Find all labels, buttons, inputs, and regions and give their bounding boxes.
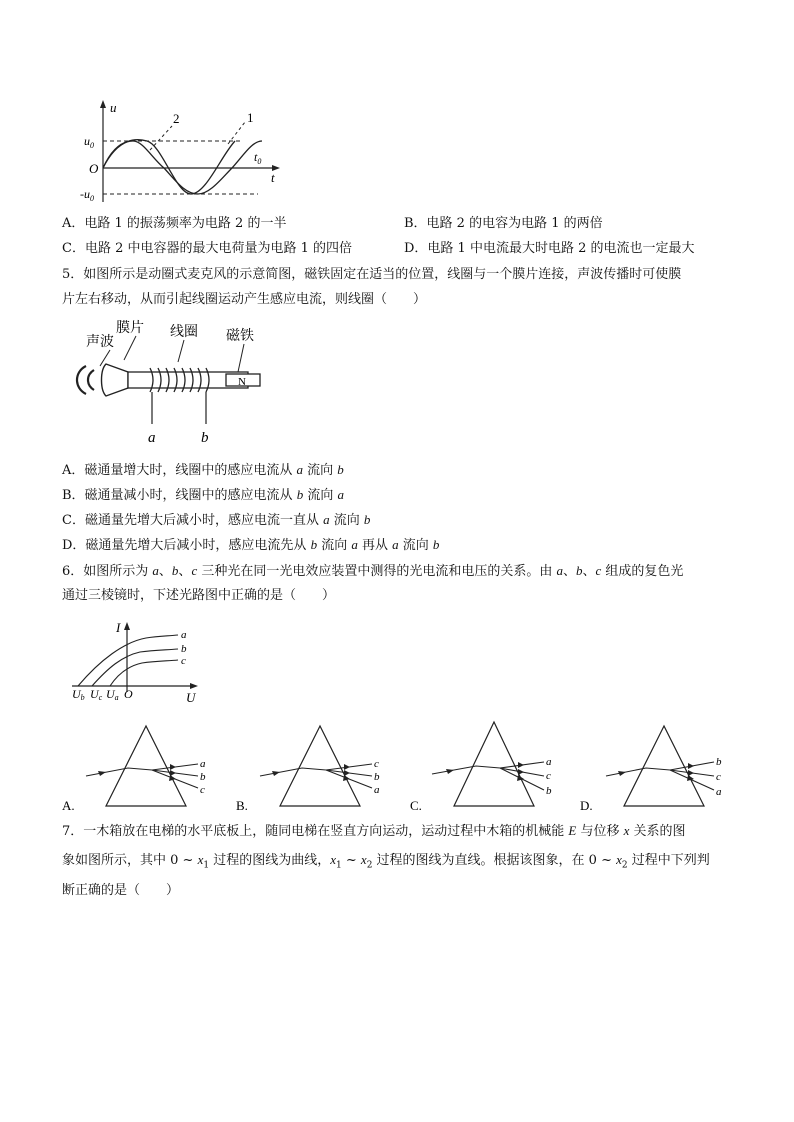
u-axis-label: U	[186, 690, 196, 705]
oscillation-graph	[80, 98, 290, 210]
magnet-label: 磁铁	[226, 329, 254, 344]
iv-curve-b	[92, 649, 178, 686]
incident-arrow	[272, 771, 280, 776]
ray-label-2: c	[716, 771, 721, 783]
lead-b-label: b	[201, 430, 209, 446]
sound-wave-leader	[100, 350, 110, 366]
ray-label-1: a	[546, 756, 552, 768]
prism-option-a-letter: A.	[62, 798, 75, 813]
ray-label-1: c	[374, 758, 379, 770]
q5-option-c[interactable]: C．磁通量先增大后减小时，感应电流一直从 a 流向 b	[62, 512, 371, 528]
photocurrent-iv-graph	[70, 620, 210, 704]
sound-wave-label: 声波	[86, 335, 114, 350]
iv-origin-label: O	[124, 687, 133, 701]
incident-ray	[86, 768, 152, 776]
i-axis-arrow	[124, 622, 130, 630]
magnet-pole-n: N	[238, 376, 246, 388]
u-axis-label: u	[110, 100, 117, 115]
ray-arrow	[344, 770, 350, 776]
ray-label-2: b	[374, 771, 380, 783]
stop-voltage-ua: Ua	[106, 687, 119, 702]
prism-option-b-letter: B.	[236, 798, 248, 813]
stop-voltage-ub: Ub	[72, 687, 85, 702]
ray-arrow	[517, 775, 524, 781]
coil-leader	[178, 340, 184, 362]
microphone-diagram	[66, 318, 276, 448]
i-axis-label: I	[116, 620, 121, 635]
lead-a-label: a	[148, 430, 156, 446]
iv-curve-c-label: c	[181, 655, 186, 667]
sound-wave-arc-outer	[77, 366, 86, 394]
coil-label: 线圈	[170, 325, 198, 340]
iv-curve-b-label: b	[181, 643, 187, 655]
prism-option-c-letter: C.	[410, 798, 422, 813]
iv-curve-a-label: a	[181, 629, 187, 641]
ray-label-2: c	[546, 770, 551, 782]
prism-option-d[interactable]	[580, 722, 730, 814]
u-axis-arrow	[190, 683, 198, 689]
q6-stem-line1: 6．如图所示为 a、b、c 三种光在同一光电效应装置中测得的光电流和电压的关系。由 a、b、c 组成的复色光	[62, 563, 684, 579]
ray-label-2: b	[200, 771, 206, 783]
q4-option-c[interactable]: C．电路 2 中电容器的最大电荷量为电路 1 的四倍	[62, 241, 353, 256]
iv-curve-c	[110, 660, 178, 686]
ray-arrow	[170, 770, 176, 776]
q4-option-b[interactable]: B．电路 2 的电容为电路 1 的两倍	[404, 216, 603, 231]
q4-option-d[interactable]: D．电路 1 中电流最大时电路 2 的电流也一定最大	[404, 241, 695, 256]
q5-stem-line2: 片左右移动，从而引起线圈运动产生感应电流，则线圈（ ）	[62, 292, 427, 307]
membrane-label: 膜片	[116, 321, 144, 336]
ray-arrow	[518, 762, 524, 768]
q5-option-d[interactable]: D．磁通量先增大后减小时，感应电流先从 b 流向 a 再从 a 流向 b	[62, 537, 440, 553]
curve-1-label: 1	[247, 110, 254, 125]
t-axis-label: t	[271, 170, 275, 185]
curve-2-label: 2	[173, 111, 180, 126]
q7-stem-line3: 断正确的是（ ）	[62, 883, 180, 898]
ray-arrow	[688, 770, 694, 776]
u0-tick-label: $u_0$	[84, 134, 94, 150]
origin-label: O	[89, 161, 99, 176]
q5-option-a[interactable]: A．磁通量增大时，线圈中的感应电流从 a 流向 b	[62, 462, 344, 478]
incident-arrow	[98, 771, 106, 776]
incident-ray	[260, 768, 326, 776]
membrane-leader	[124, 336, 136, 360]
magnet-leader	[238, 344, 244, 372]
q7-stem-line1: 7．一木箱放在电梯的水平底板上，随同电梯在竖直方向运动，运动过程中木箱的机械能 E 与位移 x 关系的图	[62, 823, 686, 839]
ray-arrow	[170, 764, 176, 770]
prism-option-d-letter: D.	[580, 798, 593, 813]
prism-option-c[interactable]	[410, 718, 560, 814]
q7-stem-line2: 象如图所示，其中 0 ~ $x_1$ 过程的图线为曲线，$x_1$ ~ $x_2$ 过程的图线为直线。根据该图象，在 0 ~ $x_2$ 过程中下列判	[62, 852, 710, 871]
prism-option-a[interactable]	[62, 722, 212, 814]
membrane-cone	[102, 364, 129, 396]
t0-tick-label: $t_0$	[254, 150, 262, 166]
ray-arrow	[688, 763, 694, 769]
curve-2-leader	[150, 126, 172, 150]
ray-label-1: b	[716, 756, 722, 768]
q5-stem-line1: 5．如图所示是动圈式麦克风的示意简图，磁铁固定在适当的位置，线圈与一个膜片连接，声波传播时可使膜	[62, 267, 682, 282]
stop-voltage-uc: Uc	[90, 687, 103, 702]
ray-label-3: b	[546, 785, 552, 797]
incident-ray	[606, 768, 670, 776]
ray-label-3: a	[716, 786, 722, 798]
ray-arrow	[518, 769, 524, 775]
neg-u0-tick-label: $-u_0$	[80, 187, 94, 203]
ray-label-1: a	[200, 758, 206, 770]
ray-arrow	[344, 764, 350, 770]
incident-ray	[432, 766, 500, 774]
q4-option-a[interactable]: A．电路 1 的振荡频率为电路 2 的一半	[62, 216, 287, 231]
prism-option-b[interactable]	[236, 722, 386, 814]
q5-option-b[interactable]: B．磁通量减小时，线圈中的感应电流从 b 流向 a	[62, 487, 344, 503]
ray-label-3: a	[374, 784, 380, 796]
u-axis-arrow	[100, 100, 106, 108]
ray-label-3: c	[200, 784, 205, 796]
sound-wave-arc-inner	[88, 370, 94, 390]
q6-stem-line2: 通过三棱镜时，下述光路图中正确的是（ ）	[62, 588, 336, 603]
